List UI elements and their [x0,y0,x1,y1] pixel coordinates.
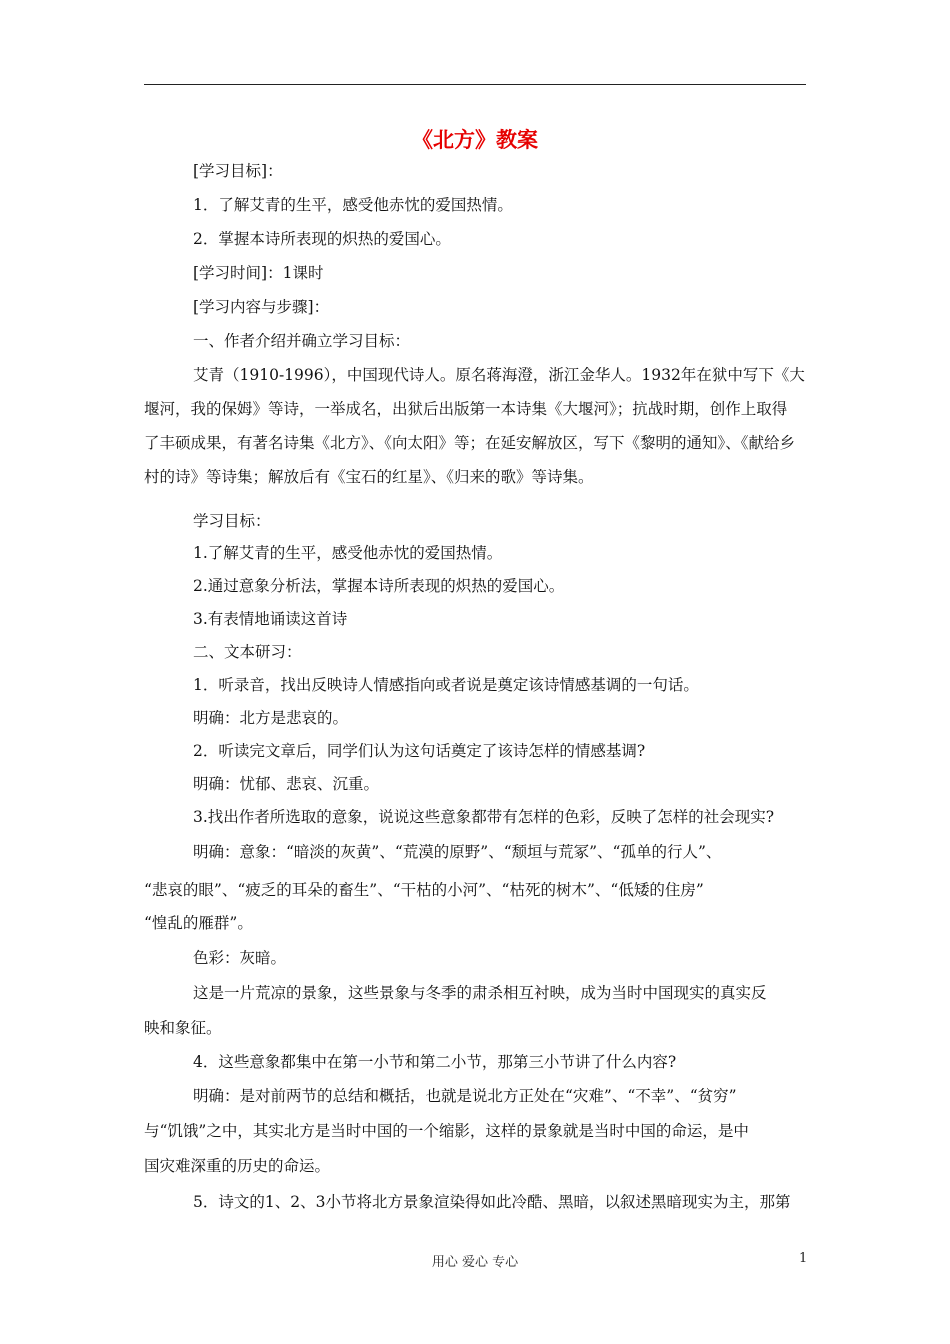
paragraph-line: 国灾难深重的历史的命运。 [144,1157,331,1175]
section-heading: 学习目标： [193,512,271,530]
paragraph-line: 2．掌握本诗所表现的炽热的爱国心。 [193,230,451,248]
paragraph-line: 1．听录音，找出反映诗人情感指向或者说是奠定该诗情感基调的一句话。 [193,676,699,694]
paragraph-line: 1．了解艾青的生平，感受他赤忱的爱国热情。 [193,196,513,214]
paragraph-line: 2．听读完文章后，同学们认为这句话奠定了该诗怎样的情感基调? [193,742,646,760]
paragraph-line: 堰河，我的保姆》等诗，一举成名，出狱后出版第一本诗集《大堰河》；抗战时期，创作上取得 [144,400,788,418]
page-number: 1 [799,1251,808,1266]
document-title: 《北方》教案 [412,127,538,152]
paragraph-line: 3.有表情地诵读这首诗 [193,610,348,628]
paragraph-line: 明确：意象：“暗淡的灰黄”、“荒漠的原野”、“颓垣与荒冢”、“孤单的行人”、 [193,843,722,861]
paragraph-line: 2.通过意象分析法，掌握本诗所表现的炽热的爱国心。 [193,577,565,595]
paragraph-line: 明确：是对前两节的总结和概括，也就是说北方正处在“灾难”、“不幸”、“贫穷” [193,1087,737,1105]
paragraph-line: 这是一片荒凉的景象，这些景象与冬季的肃杀相互衬映，成为当时中国现实的真实反 [193,984,767,1002]
paragraph-line: 3.找出作者所选取的意象，说说这些意象都带有怎样的色彩，反映了怎样的社会现实? [193,808,775,826]
paragraph-line: 4．这些意象都集中在第一小节和第二小节，那第三小节讲了什么内容? [193,1053,677,1071]
paragraph-line: “惶乱的雁群”。 [144,914,253,932]
paragraph-line: 明确：忧郁、悲哀、沉重。 [193,775,380,793]
paragraph-line: 明确：北方是悲哀的。 [193,709,349,727]
page-footer: 用心 爱心 专心 [431,1255,519,1270]
paragraph-line: 1.了解艾青的生平，感受他赤忱的爱国热情。 [193,544,503,562]
section-heading: 一、作者介绍并确立学习目标： [193,332,411,350]
section-heading: [学习目标]： [193,162,283,180]
paragraph-line: 映和象征。 [144,1019,222,1037]
paragraph-line: 村的诗》等诗集；解放后有《宝石的红星》、《归来的歌》等诗集。 [144,468,594,486]
paragraph-line: 了丰硕成果，有著名诗集《北方》、《向太阳》等；在延安解放区，写下《黎明的通知》、《献给乡 [144,434,796,452]
paragraph-line: 5．诗文的1、2、3小节将北方景象渲染得如此冷酷、黑暗，以叙述黑暗现实为主，那第 [193,1193,791,1211]
paragraph-line: 色彩：灰暗。 [193,949,287,967]
paragraph-line: “悲哀的眼”、“疲乏的耳朵的畜生”、“干枯的小河”、“枯死的树木”、“低矮的住房” [144,881,704,899]
paragraph-line: 艾青（1910-1996），中国现代诗人。原名蒋海澄，浙江金华人。1932年在狱中写下《大 [193,366,805,384]
section-heading: 二、文本研习： [193,643,302,661]
paragraph-line: 与“饥饿”之中，其实北方是当时中国的一个缩影，这样的景象就是当时中国的命运，是中 [144,1122,749,1140]
section-heading: [学习内容与步骤]： [193,298,330,316]
section-heading: [学习时间]：1课时 [193,264,324,282]
header-rule [144,84,806,85]
